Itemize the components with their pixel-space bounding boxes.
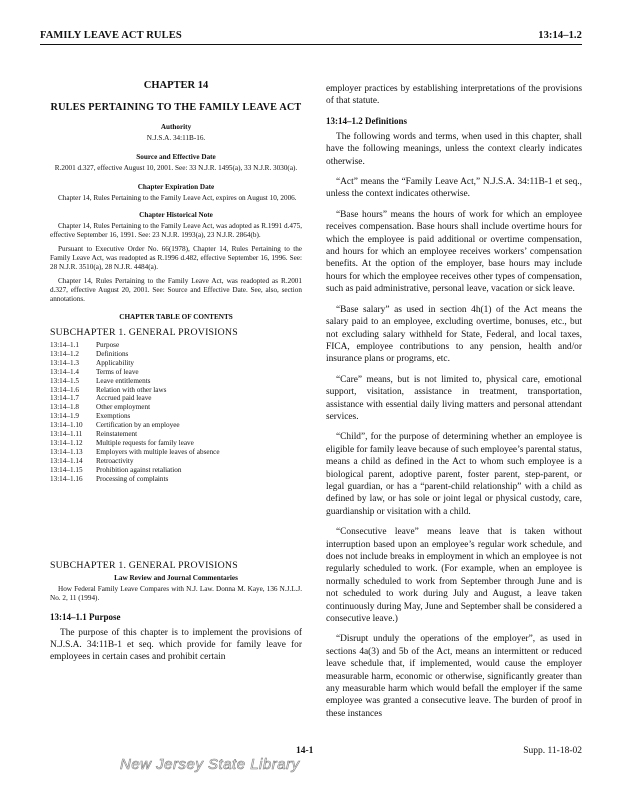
toc-entry-title: Processing of complaints xyxy=(96,474,169,483)
toc-entry xyxy=(50,448,302,457)
toc-entry-number: 13:14–1.7 xyxy=(50,394,79,403)
right-column xyxy=(326,83,582,728)
definition-paragraph: “Child”, for the purpose of determining whether an employee is eligible for family leave because of such employee’s parental status, means a child as defined in the Act to whom such employee is a biological parent, adoptive parent, foster parent, step-parent, or legal guardian, or has a “parent-child relationship” with a child as defined by law, or has sole or joint legal or physical custody, care, guardianship or visitation with a child. xyxy=(326,432,582,517)
toc-entry-title: Retroactivity xyxy=(96,456,134,465)
historical-note: Chapter 14, Rules Pertaining to the Family Leave Act, was adopted as R.1991 d.475, effective September 16, 1991. See: 23 N.J.R. 1993(a), 23 N.J.R. 2864(b). xyxy=(50,222,302,239)
table-of-contents xyxy=(50,341,302,484)
toc-entry-number: 13:14–1.4 xyxy=(50,367,79,376)
historical-note: Chapter 14, Rules Pertaining to the Family Leave Act, was readopted as R.2001 d.327, effective August 20, 2001. See: Source and Effective Date. See, also, section annotations. xyxy=(50,277,302,303)
toc-entry-title: Applicability xyxy=(96,358,134,367)
toc-entry-title: Other employment xyxy=(96,403,151,412)
toc-entry-number: 13:14–1.1 xyxy=(50,341,79,349)
toc-entry-number: 13:14–1.5 xyxy=(50,376,79,385)
toc-entry xyxy=(50,457,302,466)
header-title: FAMILY LEAVE ACT RULES xyxy=(40,30,182,41)
authority-text: N.J.S.A. 34:11B-16. xyxy=(146,134,206,142)
toc-entry xyxy=(50,439,302,448)
toc-entry xyxy=(50,466,302,475)
left-column xyxy=(50,80,302,672)
toc-heading: CHAPTER TABLE OF CONTENTS xyxy=(119,313,233,321)
toc-entry-number: 13:14–1.16 xyxy=(50,474,83,483)
toc-entry-title: Definitions xyxy=(96,349,129,358)
source-text: R.2001 d.327, effective August 10, 2001. See: 33 N.J.R. 1495(a), 33 N.J.R. 3030(a). xyxy=(54,164,298,172)
expiration-text: Chapter 14, Rules Pertaining to the Family Leave Act, expires on August 10, 2006. xyxy=(58,194,297,202)
authority-heading: Authority xyxy=(160,123,192,131)
chapter-number: CHAPTER 14 xyxy=(143,80,209,91)
chapter-title: RULES PERTAINING TO THE FAMILY LEAVE ACT xyxy=(50,102,302,113)
definition-paragraph: The following words and terms, when used in this chapter, shall have the following meanings, unless the context clearly indicates otherwise. xyxy=(326,131,582,167)
toc-entry xyxy=(50,403,302,412)
toc-entry xyxy=(50,359,302,368)
definition-paragraph: “Base salary” as used in section 4h(1) of the Act means the salary paid to an employee, excluding overtime, bonuses, etc., but not excluding salary withheld for State, Federal, and local taxes, FICA, employee contributions to any pension, health and/or insurance plans or programs, etc. xyxy=(326,304,582,365)
continued-paragraph: employer practices by establishing interpretations of the provisions of that statute. xyxy=(326,84,582,107)
definitions-section-title: 13:14–1.2 Definitions xyxy=(326,115,407,126)
toc-entry-title: Certification by an employee xyxy=(96,421,180,430)
historical-note: Pursuant to Executive Order No. 66(1978), Chapter 14, Rules Pertaining to the Family Leave Act, was readopted as R.1996 d.482, effective September 16, 1996. See: 28 N.J.R. 3510(a), 28 N.J.R. 4484(a). xyxy=(50,245,302,271)
toc-entry-number: 13:14–1.12 xyxy=(50,438,83,447)
toc-entry-title: Exemptions xyxy=(96,412,131,421)
law-review-text: How Federal Family Leave Compares with N.J. Law. Donna M. Kaye, 136 N.J.L.J. No. 2, 11 (1994). xyxy=(50,584,302,602)
purpose-section-title: 13:14–1.1 Purpose xyxy=(50,611,121,622)
toc-entry-title: Leave entitlements xyxy=(96,376,151,385)
running-header xyxy=(40,30,582,45)
historical-heading: Chapter Historical Note xyxy=(139,211,213,219)
toc-entry xyxy=(50,394,302,403)
toc-entry-title: Purpose xyxy=(96,341,120,349)
toc-entry-number: 13:14–1.6 xyxy=(50,385,79,394)
toc-entry-number: 13:14–1.2 xyxy=(50,349,79,358)
toc-entry xyxy=(50,377,302,386)
toc-entry-number: 13:14–1.15 xyxy=(50,465,83,474)
toc-entry xyxy=(50,350,302,359)
source-heading: Source and Effective Date xyxy=(136,153,216,161)
toc-entry xyxy=(50,412,302,421)
toc-entry-number: 13:14–1.8 xyxy=(50,403,79,412)
toc-entry-number: 13:14–1.13 xyxy=(50,447,83,456)
toc-entry-number: 13:14–1.9 xyxy=(50,412,79,421)
expiration-heading: Chapter Expiration Date xyxy=(137,183,215,191)
toc-entry xyxy=(50,421,302,430)
toc-entry-number: 13:14–1.3 xyxy=(50,358,79,367)
toc-entry-title: Multiple requests for family leave xyxy=(96,438,194,447)
definition-paragraph: “Act” means the “Family Leave Act,” N.J.S.A. 34:11B-1 et seq., unless the context indicates otherwise. xyxy=(326,177,582,200)
toc-entry-number: 13:14–1.10 xyxy=(50,421,83,430)
toc-entry xyxy=(50,386,302,395)
law-review-heading: Law Review and Journal Commentaries xyxy=(114,573,238,582)
toc-entry-title: Employers with multiple leaves of absence xyxy=(96,447,220,456)
toc-entry-number: 13:14–1.14 xyxy=(50,456,83,465)
purpose-text: The purpose of this chapter is to implement the provisions of N.J.S.A. 34:11B-1 et seq. which provide for family leave for employees in certain cases and prohibit certain xyxy=(50,627,302,663)
toc-entry-number: 13:14–1.11 xyxy=(50,430,83,439)
toc-entry xyxy=(50,368,302,377)
library-watermark: New Jersey State Library xyxy=(120,756,300,773)
toc-entry xyxy=(50,475,302,484)
toc-entry-title: Terms of leave xyxy=(96,367,139,376)
definition-paragraph: “Consecutive leave” means leave that is taken without interruption based upon an employee’s regular work schedule, and does not include breaks in employment in which an employee is not regularly scheduled to work. (For example, when an employee is normally scheduled to work from September through June and is not scheduled to work during July and August, a leave taken continuously during May, June and September shall be considered a consecutive leave.) xyxy=(326,527,582,625)
definition-paragraph: “Care” means, but is not limited to, physical care, emotional support, visitation, assistance in treatment, transportation, assistance with essential daily living matters and personal attendant services. xyxy=(326,374,582,422)
toc-entry xyxy=(50,430,302,439)
supplement-date: Supp. 11-18-02 xyxy=(523,746,582,756)
subchapter-heading: SUBCHAPTER 1. GENERAL PROVISIONS xyxy=(50,327,238,338)
page-number: 14-1 xyxy=(296,746,314,756)
definition-paragraph: “Base hours” means the hours of work for which an employee receives compensation. Base hours shall include overtime hours for which the employee is paid additional or overtime compensation, and hours for which an employee receives workers’ compensation benefits. At the option of the employer, base hours may include hours for which the employee receives other types of compensation, such as paid administrative, personal leave, vacation or sick leave. xyxy=(326,209,582,295)
header-section-number: 13:14–1.2 xyxy=(538,30,582,41)
toc-entry xyxy=(50,341,302,350)
toc-entry-title: Reinstatement xyxy=(96,430,138,439)
toc-entry-title: Prohibition against retaliation xyxy=(96,465,182,474)
subchapter-heading-2: SUBCHAPTER 1. GENERAL PROVISIONS xyxy=(50,559,238,571)
definition-paragraph: “Disrupt unduly the operations of the employer”, as used in sections 4a(3) and 5b of the Act, means an intermittent or reduced leave schedule that, if implemented, would cause the employer measurable harm, economic or otherwise, significantly greater than any measurable harm which would befall the employer if the same employee was granted a consecutive leave. The burden of proof in these instances xyxy=(326,634,582,719)
toc-entry-title: Accrued paid leave xyxy=(96,394,152,403)
toc-entry-title: Relation with other laws xyxy=(96,385,167,394)
